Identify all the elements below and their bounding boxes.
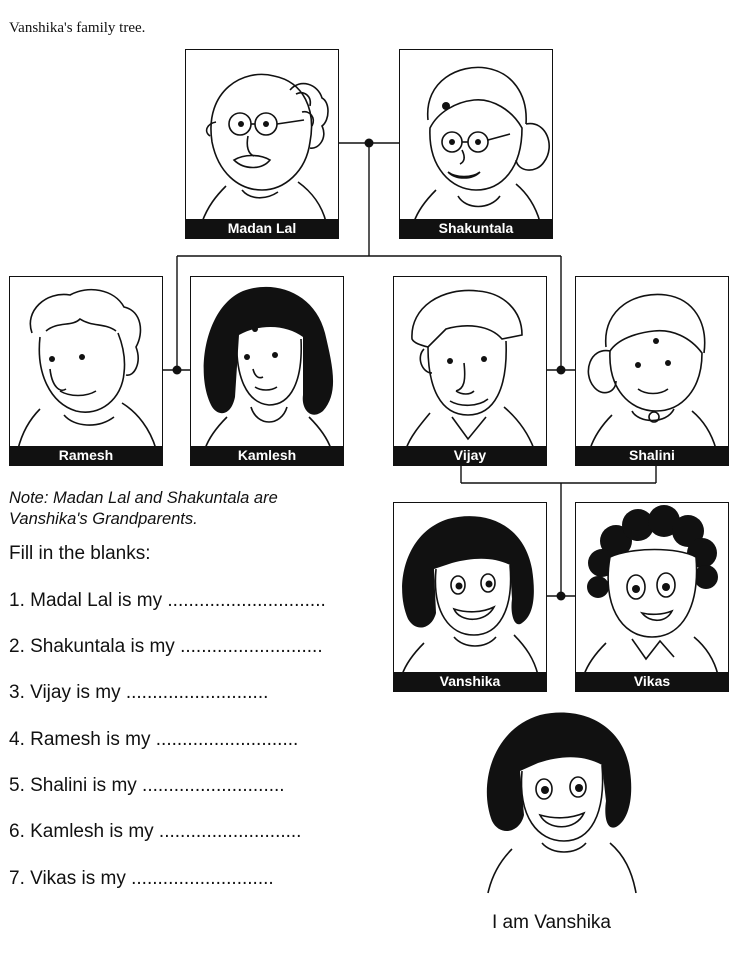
card-madan-lal xyxy=(185,49,339,239)
name-vikas: Vikas xyxy=(576,672,728,691)
question-3: 3. Vijay is my ........................... xyxy=(9,682,269,703)
note-line-2: Vanshika's Grandparents. xyxy=(9,510,198,528)
question-7: 7. Vikas is my ........................... xyxy=(9,868,274,889)
name-shalini: Shalini xyxy=(576,446,728,465)
shalini-portrait xyxy=(576,277,729,449)
name-shakuntala: Shakuntala xyxy=(400,219,552,238)
card-vijay xyxy=(393,276,547,466)
note-line-1: Note: Madan Lal and Shakuntala are xyxy=(9,489,278,507)
note-text xyxy=(9,488,278,530)
fill-blanks-heading: Fill in the blanks: xyxy=(9,543,151,564)
vikas-portrait xyxy=(576,503,729,675)
i-am-vanshika-caption: I am Vanshika xyxy=(492,912,611,933)
question-6: 6. Kamlesh is my ........................... xyxy=(9,821,302,842)
question-2: 2. Shakuntala is my ........................... xyxy=(9,636,323,657)
name-ramesh: Ramesh xyxy=(10,446,162,465)
card-vikas xyxy=(575,502,729,692)
vanshika-portrait xyxy=(394,503,547,675)
grandmother-portrait xyxy=(400,50,553,222)
kamlesh-portrait xyxy=(191,277,344,449)
question-4: 4. Ramesh is my ........................... xyxy=(9,729,299,750)
grandfather-portrait xyxy=(186,50,339,222)
card-shalini xyxy=(575,276,729,466)
question-5: 5. Shalini is my ........................... xyxy=(9,775,285,796)
ramesh-portrait xyxy=(10,277,163,449)
question-1: 1. Madal Lal is my .............................. xyxy=(9,590,326,611)
page-title: Vanshika's family tree. xyxy=(9,20,146,36)
card-shakuntala xyxy=(399,49,553,239)
vijay-portrait xyxy=(394,277,547,449)
card-kamlesh xyxy=(190,276,344,466)
card-ramesh xyxy=(9,276,163,466)
vanshika-large-portrait xyxy=(478,705,648,895)
name-madan-lal: Madan Lal xyxy=(186,219,338,238)
name-vijay: Vijay xyxy=(394,446,546,465)
name-vanshika: Vanshika xyxy=(394,672,546,691)
card-vanshika xyxy=(393,502,547,692)
name-kamlesh: Kamlesh xyxy=(191,446,343,465)
